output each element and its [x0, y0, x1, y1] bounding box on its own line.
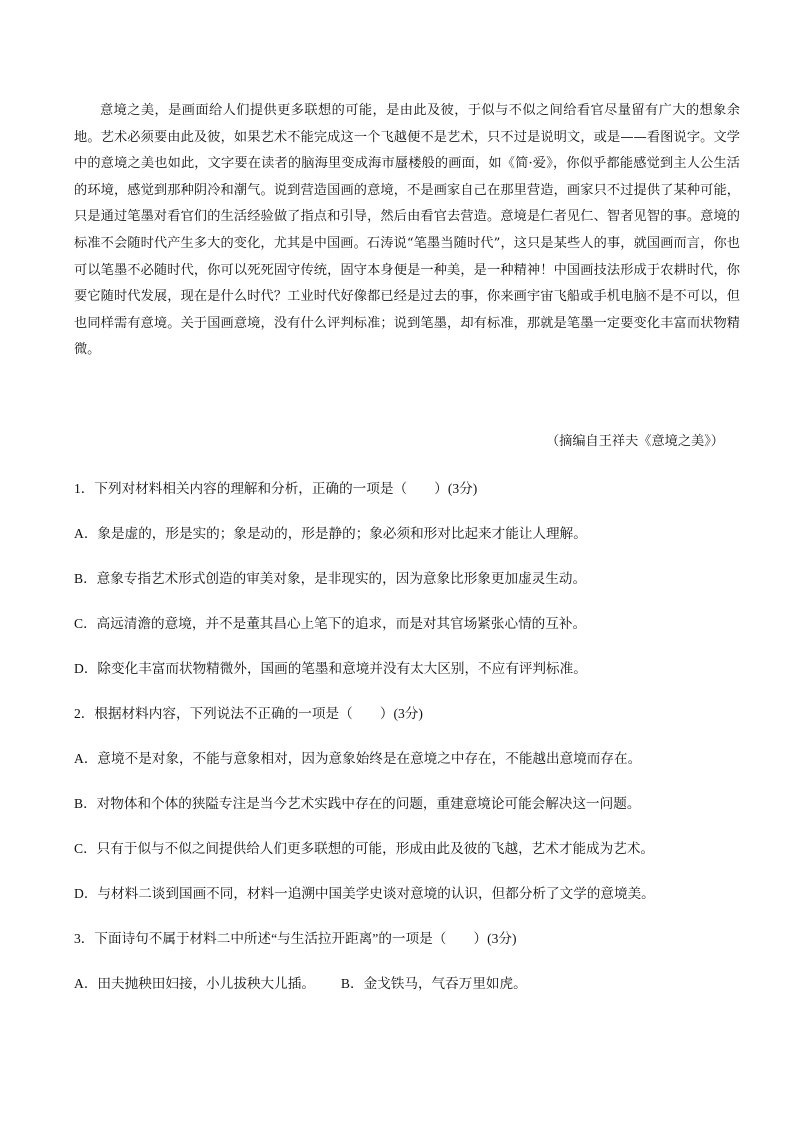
passage-text: 意境之美，是画面给人们提供更多联想的可能，是由此及彼，于似与不似之间给看官尽量留有广大的想象余地。艺术必须要由此及彼，如果艺术不能完成这一个飞越便不是艺术，只不过是说明文，或是——看图说字。文学中的意境之美也如此，文字要在读者的脑海里变成海市蜃楼般的画面，如《简·爱》，你似乎都能感觉到主人公生活的环境，感觉到那种阴冷和潮气。说到营造国画的意境，不是画家自己在那里营造，画家只不过提供了某种可能，只是通过笔墨对看官们的生活经验做了指点和引导，然后由看官去营造。意境是仁者见仁、智者见智的事。意境的标准不会随时代产生多大的变化，尤其是中国画。石涛说“笔墨当随时代”，这只是某些人的事，就国画而言，你也可以笔墨不必随时代，你可以死死固守传统，固守本身便是一种美，是一种精神！中国画技法形成于农耕时代，你要它随时代发展，现在是什么时代？工业时代好像都已经是过去的事，你来画宇宙飞船或手机电脑不是不可以，但也同样需有意境。关于国画意境，没有什么评判标准；说到笔墨，却有标准，那就是笔墨一定要变化丰富而状物精微。	[74, 103, 740, 358]
option-b: B．意象专指艺术形式创造的审美对象，是非现实的，因为意象比形象更加虚灵生动。	[74, 571, 587, 586]
option-c: C．高远清澹的意境，并不是董其昌心上笔下的追求，而是对其官场紧张心情的互补。	[74, 616, 587, 631]
options-line	[74, 974, 527, 994]
question-stem: 2．根据材料内容，下列说法不正确的一项是（ ）(3分)	[74, 706, 423, 721]
question-stem: 1．下列对材料相关内容的理解和分析，正确的一项是（ ）(3分)	[74, 481, 478, 496]
option-d: D．除变化丰富而状物精微外，国画的笔墨和意境并没有太大区别，不应有评判标准。	[74, 661, 587, 676]
option-a: A．象是虚的，形是实的；象是动的，形是静的；象必须和形对比起来才能让人理解。	[74, 526, 587, 541]
question-stem: 3．下面诗句不属于材料二中所述“与生活拉开距离”的一项是（ ）(3分)	[74, 931, 517, 946]
reading-passage	[74, 98, 740, 364]
passage-source: （摘编自王祥夫《意境之美》）	[545, 434, 724, 449]
option-b: B．金戈铁马，气吞万里如虎。	[340, 976, 527, 991]
option-d: D．与材料二谈到国画不同，材料一追溯中国美学史谈对意境的认识，但都分析了文学的意境美。	[74, 886, 655, 901]
option-a: A．田夫抛秧田妇接，小儿拔秧大儿插。	[74, 976, 315, 991]
option-c: C．只有于似与不似之间提供给人们更多联想的可能，形成由此及彼的飞越，艺术才能成为艺术。	[74, 841, 655, 856]
option-b: B．对物体和个体的狭隘专注是当今艺术实践中存在的问题，重建意境论可能会解决这一问题。	[74, 796, 641, 811]
option-a: A．意境不是对象，不能与意象相对，因为意象始终是在意境之中存在，不能越出意境而存在。	[74, 751, 642, 766]
